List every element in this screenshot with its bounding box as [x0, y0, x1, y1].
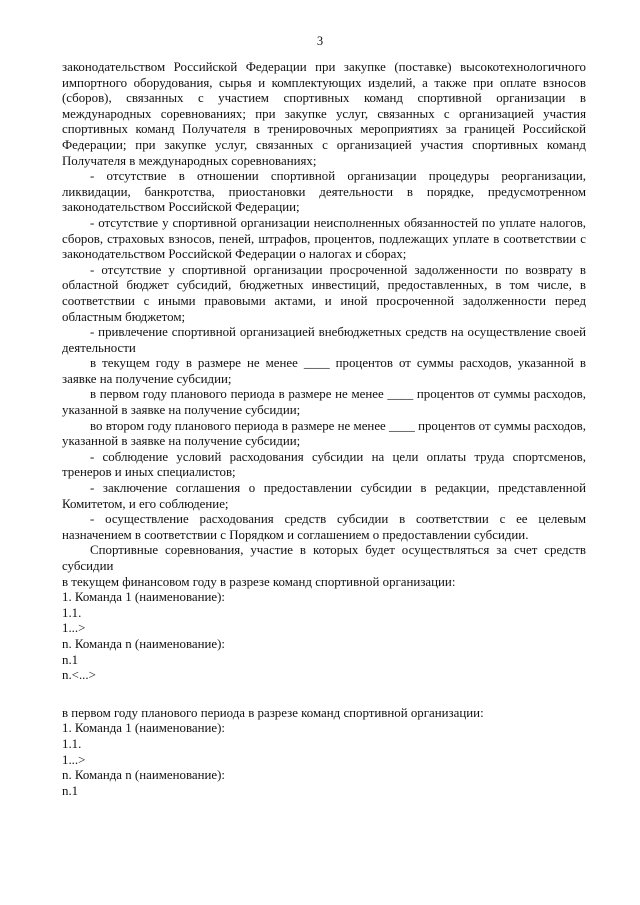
list-item: 1...> — [62, 752, 86, 767]
paragraph-no-budget-debt: - отсутствие у спортивной организации просроченной задолженности по возврату в областной бюджет субсидий, бюджетных инвестиций, предоставленных, в том числе, в соответствии с иными правовыми актами, и иной просроченной задолженности перед областным бюджетом; — [62, 262, 586, 324]
page-number: 3 — [316, 34, 324, 48]
list-item: n. Команда n (наименование): — [62, 768, 225, 783]
paragraph-target-spending: - осуществление расходования средств субсидии в соответствии с ее целевым назначением в соответствии с Порядком и соглашением о предоставлении субсидии. — [62, 512, 586, 542]
paragraph-no-reorganization: - отсутствие в отношении спортивной организации процедуры реорганизации, ликвидации, банкротства, приостановки деятельности в порядке, предусмотренном законодательством Российской Федерации; — [62, 169, 586, 215]
paragraph-labor-conditions: - соблюдение условий расходования субсидии на цели оплаты труда спортсменов, тренеров и иных специалистов; — [62, 449, 586, 480]
list-item: 1. Команда 1 (наименование): — [62, 721, 225, 736]
list-item: n. Команда n (наименование): — [62, 636, 225, 651]
list-item: 1.1. — [62, 605, 82, 620]
paragraph-current-year-percent: в текущем году в размере не менее ____ процентов от суммы расходов, указанной в заявке на получение субсидии; — [62, 356, 586, 386]
document-body — [62, 60, 586, 799]
list-item: 1.1. — [62, 736, 82, 751]
list-item: n.1 — [62, 652, 79, 667]
paragraph-agreement: - заключение соглашения о предоставлении субсидии в редакции, представленной Комитетом, и его соблюдение; — [62, 481, 586, 511]
list-item: n.1 — [62, 783, 79, 798]
paragraph-extrabudget-funds: - привлечение спортивной организацией внебюджетных средств на осуществление своей деятельности — [62, 325, 586, 355]
list-item: 1...> — [62, 621, 86, 636]
paragraph-continuation: законодательством Российской Федерации при закупке (поставке) высокотехнологичного импортного оборудования, сырья и комплектующих изделий, а также при оплате взносов (сборов), связанных с участием спортивных команд спортивной организации в международных соревнованиях; при закупке услуг, связанных с организацией участия спортивных команд Получателя в тренировочных мероприятиях за границей Российской Федерации; при закупке услуг, связанных с организацией участия спортивных команд Получателя в международных соревнованиях; — [62, 60, 586, 168]
paragraph-second-plan-year-percent: во втором году планового периода в размере не менее ____ процентов от суммы расходов, указанной в заявке на получение субсидии; — [62, 418, 586, 449]
list-item: n.<...> — [62, 668, 96, 683]
section-gap — [62, 684, 586, 706]
list-first-plan-year-heading: в первом году планового периода в разрезе команд спортивной организации: — [62, 705, 484, 720]
list-item: 1. Команда 1 (наименование): — [62, 590, 225, 605]
paragraph-competitions: Спортивные соревнования, участие в которых будет осуществляться за счет средств субсидии — [62, 543, 586, 573]
list-current-year-heading: в текущем финансовом году в разрезе команд спортивной организации: — [62, 574, 456, 589]
paragraph-first-plan-year-percent: в первом году планового периода в размере не менее ____ процентов от суммы расходов, указанной в заявке на получение субсидии; — [62, 387, 586, 418]
paragraph-no-tax-debt: - отсутствие у спортивной организации неисполненных обязанностей по уплате налогов, сборов, страховых взносов, пеней, штрафов, процентов, подлежащих уплате в соответствии с законодательством Российской Федерации о налогах и сборах; — [62, 215, 586, 262]
